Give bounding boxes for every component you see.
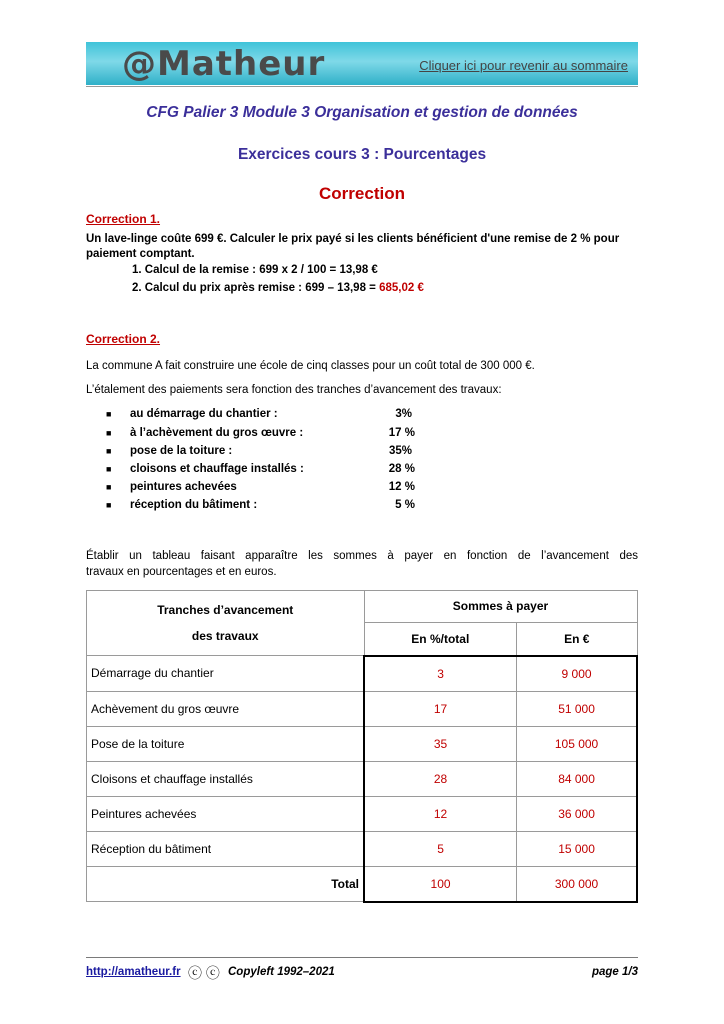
table-row: Réception du bâtiment 5 15 000	[87, 831, 638, 866]
table-header-pct: En %/total	[364, 622, 517, 655]
copyleft-cc-icon: ⓒ ⓒ	[188, 965, 220, 981]
footer-page-number: page 1/3	[591, 966, 638, 978]
bullet-value: 12 %	[388, 481, 415, 493]
table-row: Pose de la toiture 35 105 000	[87, 726, 638, 761]
exercise-subtitle: Exercices cours 3 : Pourcentages	[237, 146, 487, 163]
correction2-paragraph3	[86, 548, 638, 580]
table-header-tranches: Tranches d’avancement des travaux	[87, 591, 365, 656]
table-total-row	[87, 866, 638, 902]
bullet-item: ■ au démarrage du chantier :	[106, 408, 278, 420]
table-total-pct: 100	[364, 866, 517, 902]
correction1-step2-text: 2. Calcul du prix après remise : 699 – 13,98 =	[132, 282, 380, 294]
correction1-step1: 1. Calcul de la remise : 699 x 2 / 100 = 13,98 €	[132, 264, 378, 276]
table-header-eur: En €	[517, 622, 637, 655]
correction1-statement-line1: Un lave-linge coûte 699 €. Calculer le prix payé si les clients bénéficient d'une remise de 2 % pour	[86, 233, 620, 245]
back-to-summary-link[interactable]: Cliquer ici pour revenir au sommaire	[419, 58, 628, 73]
bullet-label: cloisons et chauffage installés :	[130, 463, 304, 475]
bullet-item: ■ pose de la toiture :	[106, 445, 233, 457]
bullet-label: réception du bâtiment :	[130, 499, 258, 511]
table-row: Cloisons et chauffage installés 28 84 000	[87, 761, 638, 796]
correction1-statement	[86, 232, 641, 262]
bullet-item: ■ à l’achèvement du gros œuvre :	[106, 427, 304, 439]
bullet-label: pose de la toiture :	[130, 445, 233, 457]
table-total-eur: 300 000	[517, 866, 637, 902]
correction2-paragraph2: L’étalement des paiements sera fonction des tranches d’avancement des travaux:	[86, 384, 502, 396]
footer-site-link[interactable]: http://amatheur.fr	[86, 966, 181, 978]
payments-table	[86, 590, 638, 903]
table-row: Achèvement du gros œuvre 17 51 000	[87, 691, 638, 726]
site-logo: @Matheur	[122, 44, 326, 84]
bullet-value: 5 %	[395, 499, 415, 511]
correction2-paragraph3-line1: Établir un tableau faisant apparaître les sommes à payer en fonction de l’avancement des	[86, 550, 638, 562]
bullet-value: 35%	[388, 445, 412, 457]
correction1-statement-line2: paiement comptant.	[86, 248, 195, 260]
table-row: Démarrage du chantier 3 9 000	[87, 656, 638, 692]
correction2-paragraph3-line2: travaux en pourcentages et en euros.	[86, 566, 277, 578]
bullet-label: à l’achèvement du gros œuvre :	[130, 427, 304, 439]
correction1-heading: Correction 1.	[86, 212, 161, 226]
table-header-sommes: Sommes à payer	[364, 591, 637, 623]
correction-title: Correction	[319, 184, 405, 203]
bullet-label: peintures achevées	[130, 481, 237, 493]
correction1-step2-result: 685,02 €	[379, 282, 424, 294]
bullet-item: ■ peintures achevées	[106, 481, 237, 493]
bullet-value: 28 %	[388, 463, 415, 475]
correction2-paragraph1: La commune A fait construire une école de cinq classes pour un coût total de 300 000 €.	[86, 360, 535, 372]
table-row: Peintures achevées 12 36 000	[87, 796, 638, 831]
bullet-label: au démarrage du chantier :	[130, 408, 278, 420]
correction1-step2	[132, 282, 424, 294]
header-divider	[86, 86, 638, 87]
footer-copyleft: Copyleft 1992–2021	[228, 966, 335, 978]
bullet-item: ■ réception du bâtiment :	[106, 499, 258, 511]
header-banner	[86, 42, 638, 85]
table-total-label: Total	[87, 866, 365, 902]
footer-divider	[86, 957, 638, 958]
bullet-item: ■ cloisons et chauffage installés :	[106, 463, 304, 475]
bullet-value: 17 %	[388, 427, 415, 439]
course-title: CFG Palier 3 Module 3 Organisation et gestion de données	[146, 104, 578, 121]
correction2-heading: Correction 2.	[86, 332, 161, 346]
bullet-value: 3%	[395, 408, 412, 420]
